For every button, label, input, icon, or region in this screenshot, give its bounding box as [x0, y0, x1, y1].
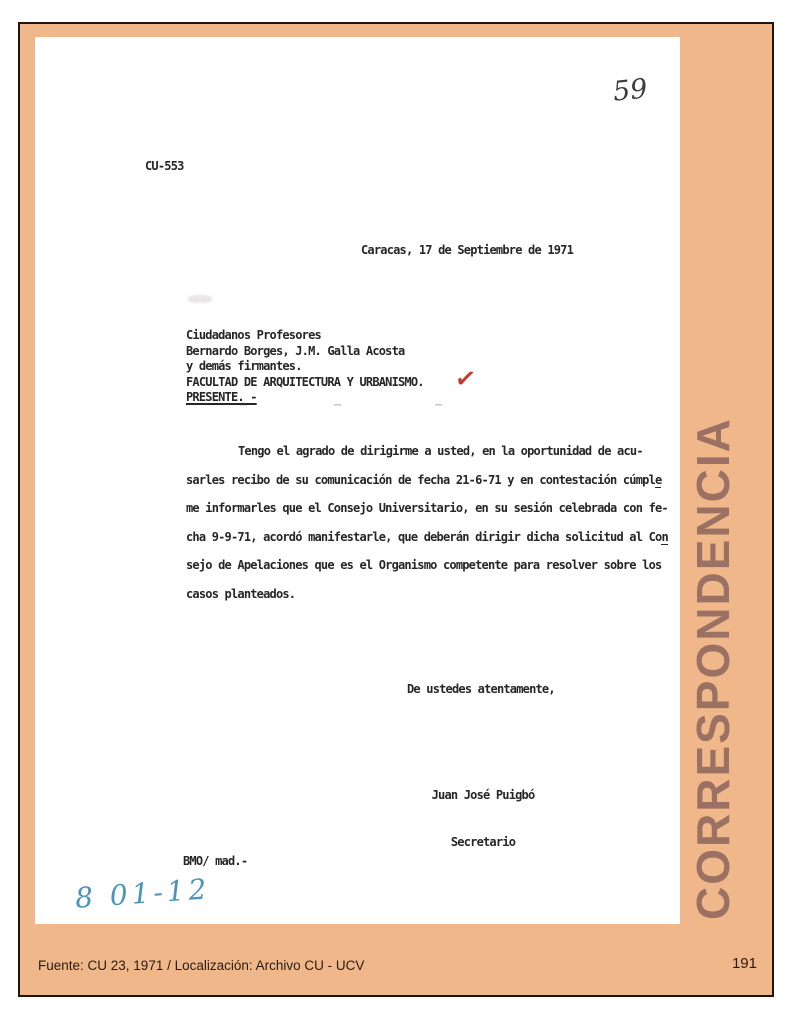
signature-title: Secretario — [450, 834, 516, 849]
typist-initials: BMO/ mad.- — [183, 854, 248, 868]
letter-body-line: cha 9-9-71, acordó manifestarle, que deberán dirigir dicha solicitud al Con — [186, 529, 668, 544]
scan-smudge — [187, 295, 213, 303]
signature-name: Juan José Puigbó — [431, 788, 535, 802]
section-title-vertical: CORRESPONDENCIA — [687, 417, 739, 920]
letter-body-line: casos planteados. — [186, 586, 296, 601]
handwritten-archive-code: 8 01-12 — [74, 872, 212, 915]
handwritten-folio-number: 59 — [611, 73, 649, 108]
red-checkmark-icon: ✓ — [453, 363, 478, 395]
letter-body-line: me informarles que el Consejo Universitario, en su sesión celebrada con fe- — [186, 501, 668, 516]
recipient-line: y demás firmantes. — [186, 359, 302, 373]
letter-body-line: Tengo el agrado de dirigirme a usted, en la oportunidad de acu- — [238, 444, 643, 458]
scanned-letter-paper — [35, 37, 680, 924]
source-citation: Fuente: CU 23, 1971 / Localización: Archivo CU - UCV — [38, 958, 365, 973]
carbon-ghost-marks: ‒ ‒ ‒ — [240, 397, 443, 411]
signature-block — [413, 757, 553, 881]
letter-date-line: Caracas, 17 de Septiembre de 1971 — [361, 243, 574, 257]
letter-body — [186, 437, 676, 609]
letter-body-line: sarles recibo de su comunicación de fecha 21-6-71 y en contestación cúmple — [186, 472, 662, 487]
recipient-line: FACULTAD DE ARQUITECTURA Y URBANISMO. — [186, 374, 424, 389]
recipient-block — [186, 328, 424, 406]
recipient-line: Bernardo Borges, J.M. Galla Acosta — [186, 343, 405, 358]
letter-reference-number: CU-553 — [145, 159, 184, 173]
recipient-line: Ciudadanos Profesores — [186, 328, 321, 342]
letter-body-line: sejo de Apelaciones que es el Organismo competente para resolver sobre los — [186, 558, 662, 573]
letter-closing: De ustedes atentamente, — [407, 682, 555, 696]
hyphenation-underline: n — [661, 529, 668, 544]
page-number: 191 — [731, 955, 757, 972]
hyphenation-underline: e — [655, 472, 662, 487]
recipient-line: PRESENTE. - — [186, 390, 257, 404]
page-frame — [18, 22, 774, 997]
